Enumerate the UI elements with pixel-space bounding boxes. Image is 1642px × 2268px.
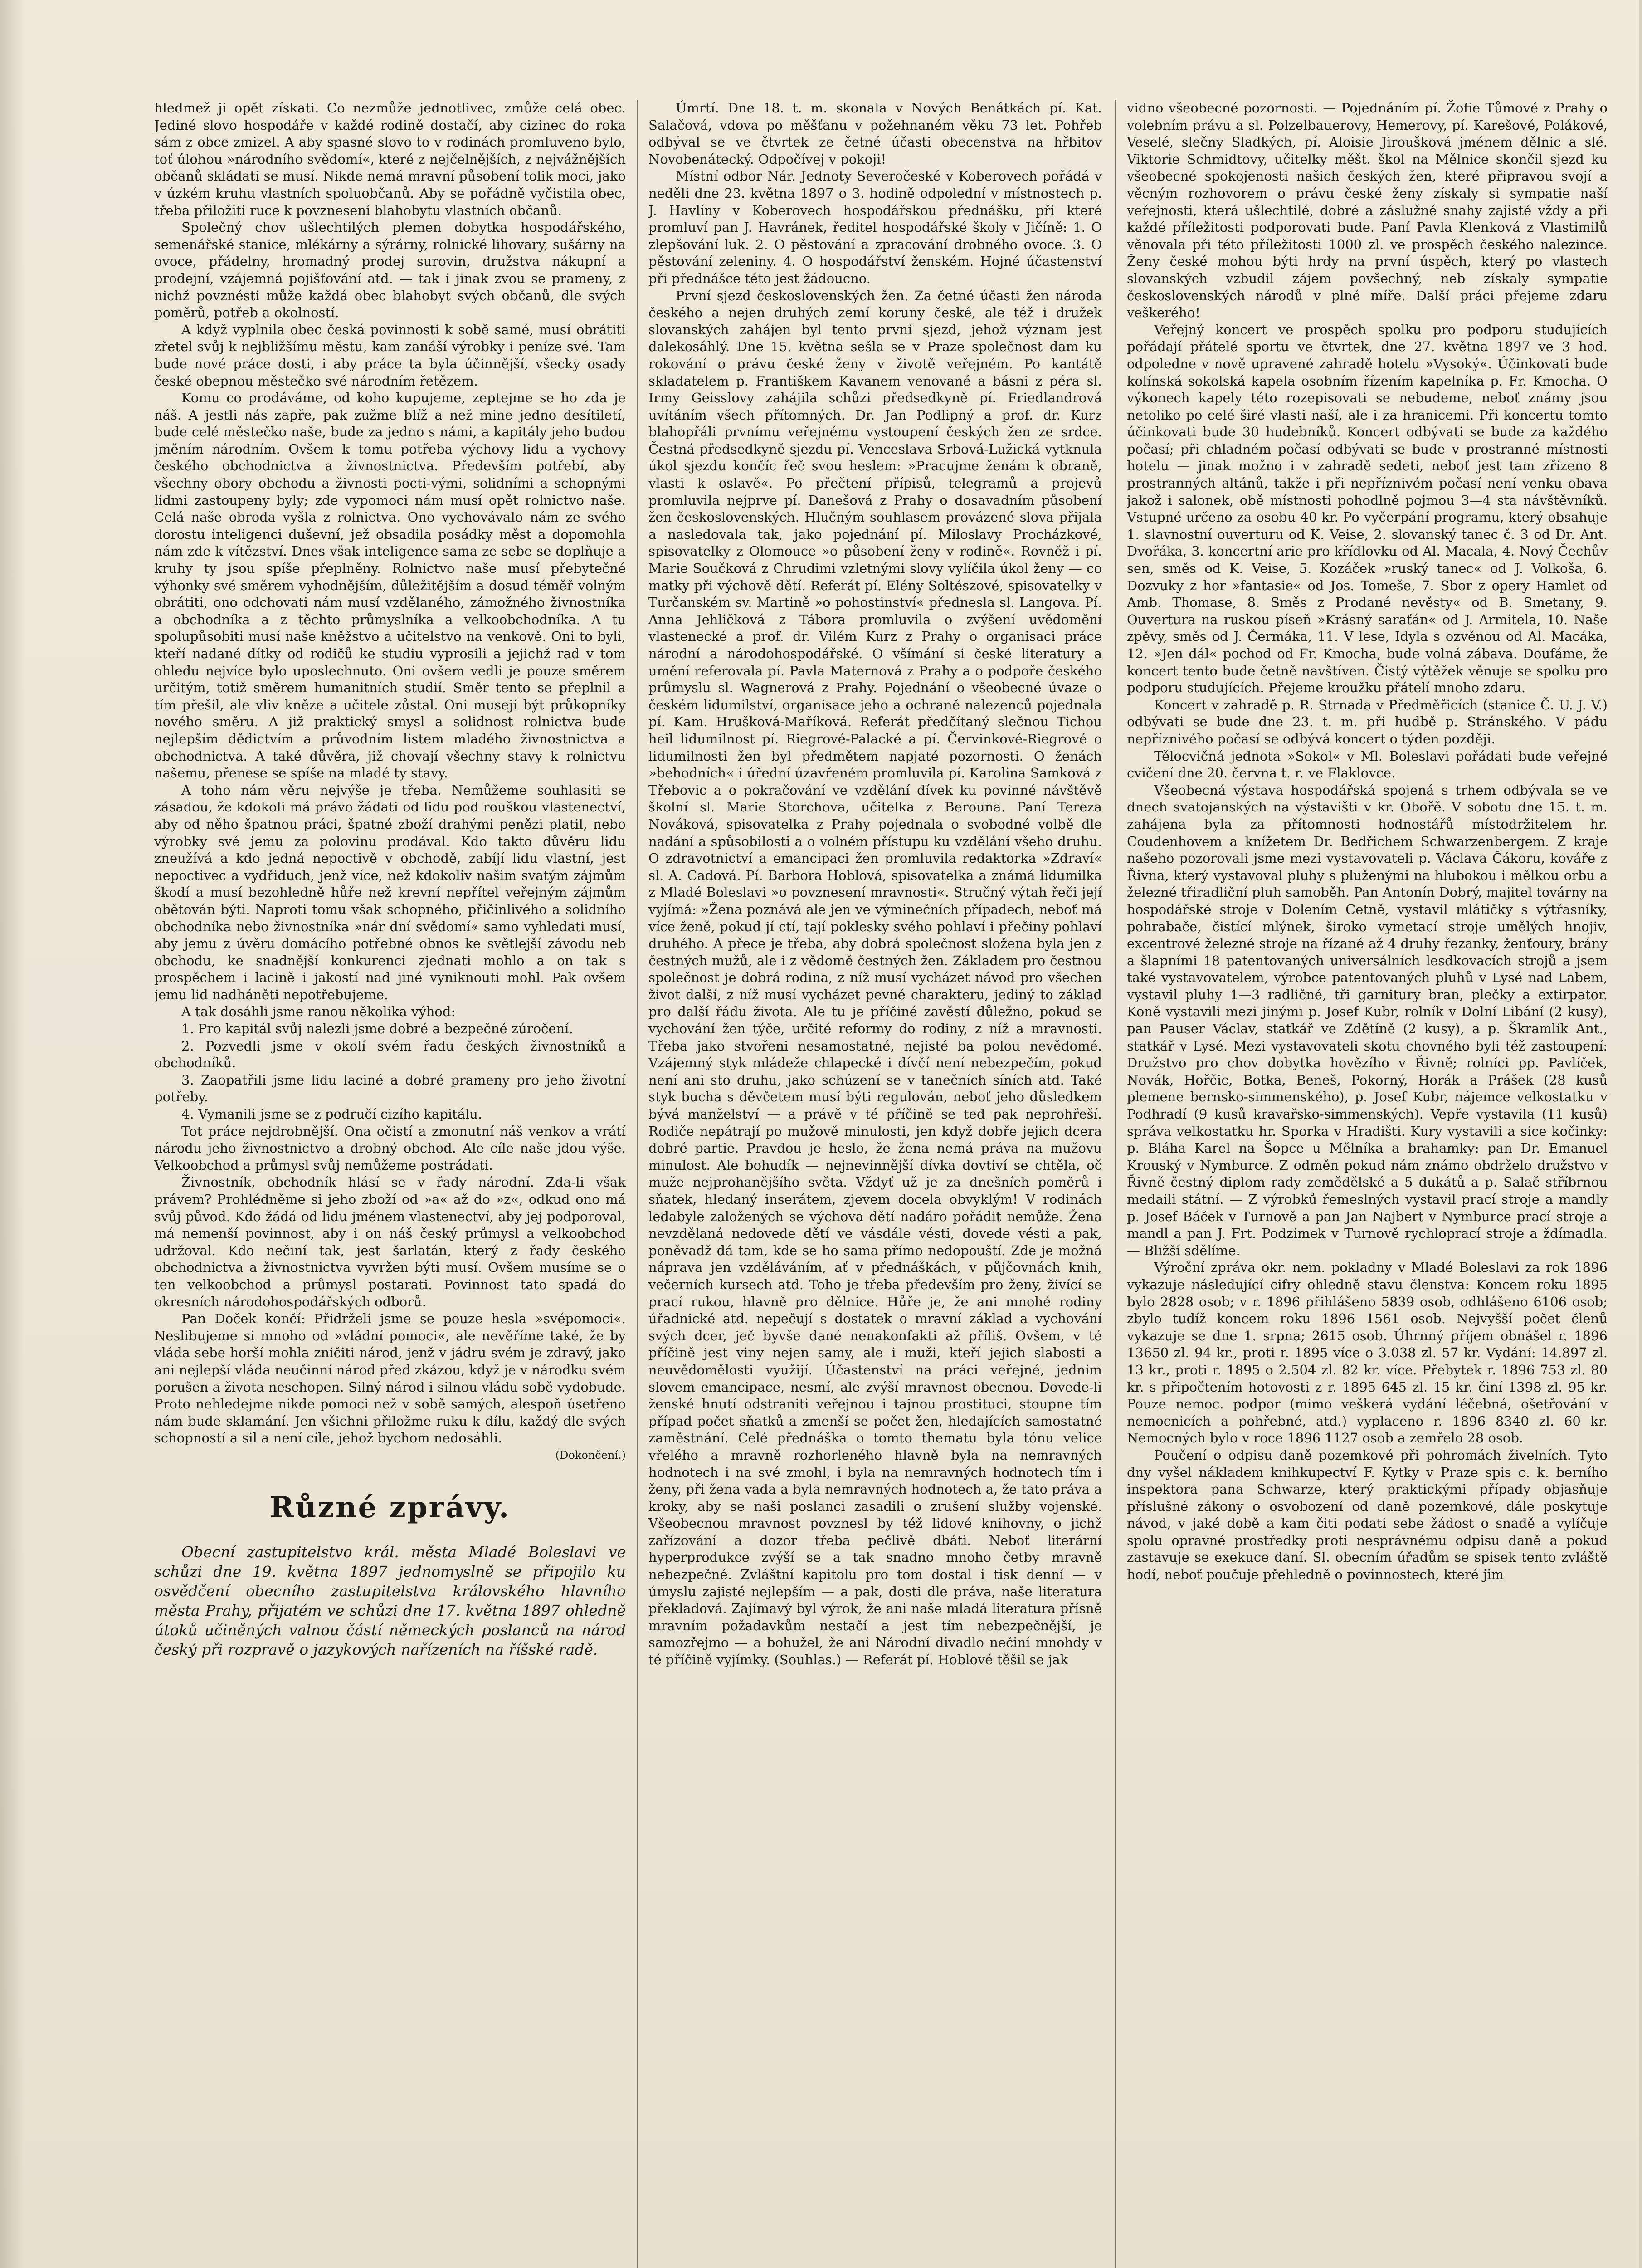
col1-paragraph: Společný chov ušlechtilých plemen dobytka hospodářského, semenářské stanice, mlékárny a sýrárny, rolnické lihovary, sušárny na ovoce, přádelny, hromadný prodej surovin, družstva nákupní a prodejní, vzájemná pojišťování atd. — tak i jinak zvou se prameny, z nichž povznésti může každá obec blahobyt svých občanů, dle svých poměrů, potřeb a okolností.: [154, 220, 626, 321]
col1-paragraph: Tot práce nejdrobnější. Ona očistí a zmonutní náš venkov a vrátí národu jeho živnostnictvo a drobný obchod. Ale cíle naše jdou výše. Velkoobchod a průmysl svůj nemůžeme postrádati.: [154, 1123, 626, 1173]
col3-paragraph: vidno všeobecné pozornosti. — Pojednáním pí. Žofie Tůmové z Prahy o volebním právu a sl. Polzelbauerovy, Hemerovy, pí. Karešové, Polákové, Veselé, slečny Sladkých, pí. Aloisie Jiroušková jménem dělnic a slé. Viktorie Schmidtovy, učitelky měšt. škol na Mělnice skončil sjezd ku všeobecné spokojenosti našich českých žen, které připravou svojí a věcným rozhovorem o právu české ženy získaly si sympatie naší veřejnosti, která ušlechtilé, dobré a záslužné snahy zajisté vždy a při každé příležitosti podporovati bude. Paní Pavla Klenková z Vlastimilů věnovala při této příležitosti 1000 zl. ve prospěch českého nalezince. Ženy české mohou býti hrdy na první úspěch, který po vlastech slovanských vzbudil zájem povšechný, neb získaly sympatie československých národů v plné míře. Další práci přejeme zdaru veškerého!: [1127, 100, 1608, 321]
col1-paragraph: A toho nám věru nejvýše je třeba. Nemůžeme souhlasiti se zásadou, že kdokoli má právo žádati od lidu pod rouškou vlastenectví, aby od něho špatnou práci, špatné zboží drahými penězi platil, nebo výrobky své jemu za polovinu prodával. Kdo takto důvěru lidu zneužívá a kdo jedná nepoctivě v obchodě, zabíjí lidu vlastní, jest nepoctivec a vydřiduch, jenž více, než kdokoliv našim svatým zájmům škodí a musí bezohledně hůře než krevní nepřítel veřejným zájmům obětován býti. Naproti tomu však schopného, přičinlivého a solidního obchodníka nebo živnostníka »nár dní svědomí« samo vyhledati musí, aby jemu z úvěru domácího potřebné obnos ke světlejší závodu neb obchodu, ke snadnější konkurenci zjednati mohlo a on tak s prospěchem i lacině i jakostí nad jiné vyniknouti mohl. Pak ovšem jemu lid nadháněti nepotřebujeme.: [154, 782, 626, 1002]
italic-paragraph: Obecní zastupitelstvo král. města Mladé Boleslavi ve schůzi dne 19. května 1897 jednomyslně se připojilo ku osvědčení obecního zastupitelstva královského hlavního města Prahy, přijatém ve schůzi dne 17. května 1897 ohledně útoků učiněných valnou částí německých poslanců na národ český při rozpravě o jazykových nařízeních na říšské radě.: [154, 1543, 626, 1658]
column-rule: [637, 100, 638, 2268]
page-edge-shadow: [0, 0, 25, 2268]
col3-paragraph: Koncert v zahradě p. R. Strnada v Předměřicích (stanice Č. U. J. V.) odbývati se bude dne 23. t. m. při hudbě p. Stránského. V pádu nepříznivého počasí se odbývá koncert o týden později.: [1127, 697, 1608, 747]
col1-paragraph: Pan Doček končí: Přidrželi jsme se pouze hesla »svépomoci«. Neslibujeme si mnoho od »vládní pomoci«, ale nevěříme také, že by vláda sebe horší mohla zničiti národ, jenž v jádru svém je zdravý, jako ani nejlepší vláda neučinní národ před zkázou, když je v národku svém porušen a života neschopen. Silný národ i silnou vládu sobě vydobude. Proto nehledejme nikde pomoci než v sobě samých, alespoň úsetřeno nám bude sklamání. Jen všichni přiložme ruku k dílu, každý dle svých schopností a sil a není cíle, jehož bychom nedosáhli.: [154, 1311, 626, 1446]
section-title: Různé zprávy.: [269, 1490, 511, 1525]
col1-paragraph: A tak dosáhli jsme ranou několika výhod:: [181, 1004, 456, 1020]
col1-paragraph: hledmež ji opět získati. Co nezmůže jednotlivec, zmůže celá obec. Jediné slovo hospodáře v každé rodině dostačí, aby cizinec do roka sám z obce zmizel. A aby spasné slovo to v rodinách promluveno bylo, toť úlohou »národního svědomí«, které z nejčelnějších, z nejvážnějších občanů skládati se musí. Nikde nemá mravní působení tolik moci, jako v úzkém kruhu vlastních spoluobčanů. Aby se pořádně vyčistila obec, třeba přiložiti ruce k povznesení blahobytu vlastních občanů.: [154, 100, 626, 218]
col3-paragraph: Poučení o odpisu daně pozemkové při pohromách živelních. Tyto dny vyšel nákladem knihkupectví F. Kytky v Praze spis c. k. berního inspektora pana Schwarze, který praktickými případy objasňuje příslušné zákony o osvobození od daně pozemkové, dále poskytuje návod, v jaké době a kam čiti podati sebe žádost o snadě a vylíčuje spolu opravné prostředky proti nesprávnému odpisu daně a pokud zastavuje se exekuce daní. Sl. obecním úřadům se spisek tento zvláště hodí, neboť poučuje přehledně o povinnostech, které jim: [1127, 1447, 1608, 1583]
col1-paragraph: Živnostník, obchodník hlásí se v řady národní. Zda-li však právem? Prohlédněme si jeho zboží od »a« až do »z«, odkud ono má svůj původ. Kdo žádá od lidu jménem vlastenectví, aby jej podporoval, má nemenší povinnost, aby i on náš český průmysl a velkoobchod udržoval. Kdo nečiní tak, jest šarlatán, který z řady českého obchodnictva a živnostnictva vyvržen býti musí. Ovšem musíme se o ten velkoobchod a průmysl postarati. Povinnost tato spadá do okresních národohospodářských odborů.: [154, 1174, 626, 1310]
col3-paragraph: Výroční zpráva okr. nem. pokladny v Mladé Boleslavi za rok 1896 vykazuje následující cifry ohledně stavu členstva: Koncem roku 1895 bylo 2828 osob; v r. 1896 přihlášeno 5839 osob, odhlášeno 6106 osob; zbylo tudíž koncem roku 1896 1561 osob. Nejvyšší počet členů vykazuje se dne 1. srpna; 2615 osob. Úhrnný příjem obnášel r. 1896 13650 zl. 94 kr., proti r. 1895 více o 3.038 zl. 57 kr. Vydání: 14.897 zl. 13 kr., proti r. 1895 o 2.504 zl. 82 kr. více. Přebytek r. 1896 753 zl. 80 kr. s připočtením hotovosti z r. 1895 645 zl. 15 kr. činí 1398 zl. 95 kr. Pouze nemoc. podpor (mimo veškerá vydání léčebná, ošetřování v nemocnicích a pohřebné, atd.) vyplaceno r. 1896 8340 zl. 60 kr. Nemocných bylo v roce 1896 1127 osob a zemřelo 28 osob.: [1127, 1260, 1608, 1446]
col1-list-item: 2. Pozvedli jsme v okolí svém řadu českých živnostníků a obchodníků.: [154, 1038, 626, 1071]
col2-paragraph: Úmrtí. Dne 18. t. m. skonala v Nových Benátkách pí. Kat. Salačová, vdova po měšťanu v požehnaném věku 73 let. Pohřeb odbýval se ve čtvrtek ze četné účasti obecenstva na hřbitov Novobenátecký. Odpočívej v pokoji!: [648, 100, 1102, 167]
col1-list-item: 3. Zaopatřili jsme lidu laciné a dobré prameny pro jeho životní potřeby.: [154, 1072, 626, 1105]
italic-announcement: [154, 1542, 626, 1659]
col1-paragraph: A když vyplnila obec česká povinnosti k sobě samé, musí obrátiti zřetel svůj k nejbližšímu městu, kam zanáší výrobky i peníze své. Tam bude nové práce dosti, i aby práce ta byla účinnější, všecky osady české obepnou městečko své národním řetězem.: [154, 322, 626, 389]
column-3: [1127, 100, 1608, 2268]
continuation-note: (Dokončení.): [555, 1448, 626, 1461]
column-2: [648, 100, 1102, 2268]
col3-paragraph: Veřejný koncert ve prospěch spolku pro podporu studujících pořádají přátelé sportu ve čtvrtek, dne 27. května 1897 ve 3 hod. odpoledne v nově upravené zahradě hotelu »Vysoký«. Účinkovati bude kolínská sokolská kapela osobním řízením kapelníka p. Fr. Kmocha. O výkonech kapely této rozepisovati se nebudeme, neboť známy jsou netoliko po celé širé vlasti naší, ale i za hranicemi. Při koncertu tomto účinkovati bude 30 hudebníků. Koncert odbývati se bude za každého počasí; při chladném počasí odbývati se bude v prostranné místnosti hotelu — jinak možno i v zahradě sedeti, neboť jest tam zřízeno 8 prostranných altánů, takže i při nepříznivém počasí není venku obava jakož i salonek, obě místnosti pohodlně pojmou 3—4 sta návštěvníků. Vstupné určeno za osobu 40 kr. Po vyčerpání programu, který obsahuje 1. slavnostní ouverturu od K. Veise, 2. slovanský tanec č. 3 od Dr. Ant. Dvořáka, 3. koncertní arie pro křídlovku od Al. Macala, 4. Nový Čechův sen, směs od K. Veise, 5. Kozáček »ruský tanec« od J. Volkoša, 6. Dozvuky z hor »fantasie« od Jos. Tomeše, 7. Sbor z opery Hamlet od Amb. Thomase, 8. Směs z Prodané nevěsty« od B. Smetany, 9. Ouvertura na ruskou píseň »Krásný saraťán« od J. Armitela, 10. Naše zpěvy, směs od J. Čermáka, 11. V lese, Idyla s ozvěnou od Al. Macáka, 12. »Jen dál« pochod od Fr. Kmocha, bude volná zábava. Doufáme, že koncert tento bude četně navštíven. Čistý výtěžek věnuje se spolku pro podporu studujících. Přejeme kroužku přátelí mnoho zdaru.: [1127, 322, 1608, 696]
column-rule: [1115, 100, 1116, 2268]
col1-paragraph: Komu co prodáváme, od koho kupujeme, zeptejme se ho zda je náš. A jestli nás zapře, pak zužme blíž a než mine jedno desítiletí, bude celé městečko naše, bude za jedno s námi, a kapitály jeho budou jměním národním. Ovšem k tomu potřeba výchovy lidu a vychovy českého obchodnictva a živnostnictva. Především potřebí, aby všechny obory obchodu a živnosti pocti-vými, solidními a schopnými lidmi zastoupeny byly; zde vypomoci nám musí opět rolnictvo naše. Celá naše obroda vyšla z rolnictva. Ono vychovávalo nám ze svého dorostu inteligenci duševní, jež obsadila posádky měst a dopomohla nám zde k vítězství. Dnes však inteligence sama ze sebe se doplňuje a kruhy ty jsou spíše přeplněny. Rolnictvo naše musí přebytečné výhonky své směrem vyhodnějším, důležitějším a dosud téměř volným obrátiti, ono odchovati nám musí vzdělaného, zámožného živnostníka a obchodníka a z těchto průmyslníka a velkoobchodníka. A tu spolupůsobiti musí naše kněžstvo a učitelstvo na venkově. Oni to byli, kteří nadané dítky od rodičů ke studiu vyprosili a jejichž rad v tom ohledu nejvíce bylo uposlechnuto. Oni ovšem vedli je pouze směrem určitým, totiž směrem humanitních studií. Směr tento se přeplnil a tím přešil, ale vliv kněze a učitele zůstal. Oni musejí být průkopníky nového směru. A již praktický smysl a solidnost rolnictva bude nejlepším dědictvím a průvodním listem mladého živnostnictva a obchodnictva. A také důvěra, již chovají všechny stavy k rolnictvu našemu, přenese se spíše na mladé ty stavy.: [154, 390, 626, 781]
col3-paragraph: Všeobecná výstava hospodářská spojená s trhem odbývala se ve dnech svatojanských na výstavišti v kr. Obořě. V sobotu dne 15. t. m. zahájena byla za přítomnosti hodnostářů místodržitelem hr. Coudenhovem a knížetem Dr. Bedřichem Schwarzenbergem. Z kraje našeho pozorovali jsme mezi vystavovateli p. Václava Čákoru, kováře z Řivna, který vystavoval pluhy s pluženými na hlubokou i mělkou orbu a železné třiradliční pluh samoběh. Pan Antonín Dobrý, majitel továrny na hospodářské stroje v Dolením Cetně, vystavil mlátičky s výtřasníky, pohrabače, čistící mlýnek, široko vymetací stroje umělých hnojiv, excentrové železné stroje na řízané až 4 druhy řezanky, ženťoury, brány a šlapními 18 patentovaných universálních lesdkovacích strojů a jsem také vystavovatelem, výrobce patentovaných pluhů v Lysé nad Labem, vystavil pluhy 1—3 radličné, tři garnitury bran, plečky a extirpator. Koně vystavili mezi jinými p. Josef Kubr, rolník v Dolní Libání (2 kusy), pan Pauser Václav, statkář ve Zdětíně (2 kusy), a p. Škramlík Ant., statkář v Lysé. Mezi vystavovateli skotu chovného byli též zastoupení: Družstvo pro chov dobytka hovězího v Řivně; rolníci pp. Pavlíček, Novák, Hořčic, Botka, Beneš, Pokorný, Horák a Prášek (28 kusů plemene bernsko-simmenského), p. Josef Kubr, nájemce velkostatku v Podhradí (9 kusů kravařsko-simmenských). Vepře vystavila (11 kusů) správa velkostatku hr. Sporka v Hradišti. Kury vystavili a sice kočinky: p. Bláha Karel na Šopce u Mělníka a brahamky: pan Dr. Emanuel Krouský v Nymburce. Z odměn pokud nám známo obdrželo družstvo v Řivně čestný diplom rady zemědělské a 5 dukátů a p. Salač stříbrnou medaili státní. — Z výrobků řemeslných vystavil prací stroje a mandly p. Josef Báček v Turnově a pan Jan Najbert v Nymburce prací stroje a mandl a pan J. Frt. Podzimek v Turnově rychloprací stroje a ždímadla. — Bližší sdělíme.: [1127, 782, 1608, 1258]
col2-paragraph: První sjezd československých žen. Za četné účasti žen národa českého a nejen druhých zemí koruny české, ale též i družek slovanských zahájen byl tento první sjezd, jehož význam jest dalekosáhlý. Dne 15. května sešla se v Praze společnost dam ku rokování o právu české ženy v životě veřejném. Po kantátě skladatelem p. Františkem Kavanem venované a básni z péra sl. Irmy Geisslovy zahájila schůzi předsedkyně pí. Friedlandrová uvítáním všech přítomných. Dr. Jan Podlipný a prof. dr. Kurz blahopřáli prvnímu veřejnému vystoupení českých žen ze srdce. Čestná předsedkyně sjezdu pí. Venceslava Srbová-Lužická vytknula úkol sjezdu končíc řeč svou heslem: »Pracujme ženám k obraně, vlasti k oslavě«. Po přečtení přípisů, telegramů a projevů promluvila nejprve pí. Danešová z Prahy o dosavadním působení žen československých. Hlučným souhlasem provázené slova přijala a nasledovala tak, jako pojednání pí. Miloslavy Procházkové, spisovatelky z Olomouce »o působení ženy v rodině«. Rovněž i pí. Marie Součková z Chrudimi vzletnými slovy vylíčila úkol ženy — co matky při výchově dětí. Referát pí. Elény Soltészové, spisovatelky v Turčanském sv. Martině »o pohostinství« přednesla sl. Langova. Pí. Anna Jehličková z Tábora promluvila o zvýšení uvědomění vlastenecké a prof. dr. Vilém Kurz z Prahy o organisaci práce národní a národohospodářské. O všímání si české literatury a umění referovala pí. Pavla Maternová z Prahy a o podpoře českého průmyslu sl. Wagnerová z Prahy. Pojednání o všeobecné úvaze o českém lidumilství, organisace jeho a ochraně nalezenců pojednala pí. Kam. Hrušková-Maříková. Referát předčítaný slečnou Tichou heil lidumilnost pí. Riegrové-Palacké a pí. Červinkové-Riegrové o lidumilnosti žen byl předmětem napjaté pozornosti. O ženách »behodních« i úřední úzavřeném promluvila pí. Karolina Samková z Třebovic a o pokračování ve vzdělání dívek ku povinné návštěvě školní sl. Marie Storchova, učitelka z Berouna. Paní Tereza Nováková, spisovatelka z Prahy pojednala o svobodné volbě dle nadání a spůsobilosti a o volném přístupu ku vzdělání všeho druhu. O zdravotnictví a emancipaci žen promluvila redaktorka »Zdraví« sl. A. Cadová. Pí. Barbora Hoblová, spisovatelka a známá lidumilka z Mladé Boleslavi »o povznesení mravnosti«. Stručný výtah řeči její vyjímá: »Žena poznává ale jen ve výminečních případech, neboť má více ženě, pokud jí ctí, tají poklesky svého pohlaví i přečiny pohlaví druhého. A přece je třeba, aby dobrá společnost složena byla jen z čestných mužů, ale i z vědomě čestných žen. Základem pro čestnou společnost je dobrá rodina, z níž musí vycházet návod pro všechen život další, z níž musí vycházet pevné charakteru, jediný to základ pro další řádu života. Ale tu je příčiné zavěstí důležno, pokud se vychování žen týče, určité reformy do rodiny, z níž a mravnosti. Třeba jako stvořeni nesamostatné, nejisté ba polou nevědomé. Vzájemný styk mládeže chlapecké i dívčí není nebezpečím, pokud není ani sto druhu, jako schúzení se v tanečních síních atd. Také styk bucha s děvčetem musí býti regulován, neboť jeho důsledkem bývá manželství — a právě v té příčině se ted pak neprohřeší. Rodiče nepátrají po mužově minulosti, jen když dobře jejich dcera dobré partie. Pravdou je heslo, že žena nemá práva na mužovu minulost. Ale bohudík — nejnevinnější dívka dovtiví se chtěla, oč muže nejprohanějšího světa. Vždyť už je za dnešních poměrů i sňatek, hledaný inserátem, zjevem docela obvyklým! V rodinách ledabyle založených se výchova dětí nadáro pořádit nemůže. Žena nevzdělaná nedovede dětí ve vásdále vésti, dovede vésti a pak, poněvadž dá tam, kde se ho sama přímo nedopouští. Zde je možná náprava jen vzděláváním, ať v přednáškách, v půjčovnách knih, večerních kursech atd. Toho je třeba především pro ženy, živící se prací rukou, hlavně pro dělnice. Hůře je, že ani mnohé rodiny úřadnické atd. nepečují s dostatek o mravní základ a vychování svých dcer, ječ byvše dané nenakonfakti až příliš. Ovšem, v té příčině jest viny nejen samy, ale i muži, kteří jejich slabosti a neuvědomělosti využijí. Účastenství na práci veřejné, jednim slovem emancipace, nesmí, ale zvýší mravnost obecnou. Dovede-li ženské hnutí odstraniti veřejnou i tajnou prostituci, stoupne tím případ počet sňatků a zmenší se počet žen, hledajících samostatné zaměstnání. Celé přednáška o tomto thematu byla tónu velice vřelého a mravně rozhorleného hlavně byla na nemravných hodnotech i na své zmohl, i byla na nemravných hodnotech tím i ženy, při žena vada a byla nemravných hodnotech a, že tato práva a kroky, aby se naši poslanci zasadili o zrušení služby vojenské. Všeobecnou mravnost povznesl by též lidové knihovny, o jichž zařízování a dozor třeba pečlivě dbáti. Neboť literární hyperprodukce zvýší se a tak snadno mnoho četby mravně nebezpečné. Zvláštní kapitolu pro tom dostal i tisk denní — v úmyslu zajisté nejlepším — a pak, dosti dle práva, naše literatura překladová. Zajímavý byl výrok, že ani naše mladá literatura přísně mravním požadavkům nestačí a jest tím nebezpečnější, je samozřejmo — a bohužel, že ani Národní divadlo nečiní mnohdy v té příčině vyjímky. (Souhlas.) — Referát pí. Hoblové těšil se jak: [648, 288, 1102, 1668]
page-right-edge: [1639, 0, 1642, 2268]
col1-list-item: 4. Vymanili jsme se z područí cizího kapitálu.: [181, 1106, 482, 1122]
col3-paragraph: Tělocvičná jednota »Sokol« v Ml. Boleslavi pořádati bude veřejné cvičení dne 20. června t. r. ve Flaklovce.: [1127, 748, 1608, 781]
column-1: [154, 100, 626, 2268]
col1-list-item: 1. Pro kapitál svůj nalezli jsme dobré a bezpečné zúročení.: [181, 1021, 573, 1037]
col2-paragraph: Místní odbor Nár. Jednoty Severočeské v Koberovech pořádá v neděli dne 23. května 1897 o 3. hodině odpolední v místnostech p. J. Havlíny v Koberovech hospodářskou přednášku, při které promluví pan J. Havránek, ředitel hospodářské školy v Jičíně: 1. O zlepšování luk. 2. O pěstování a zpracování drobného ovoce. 3. O pěstování zeleniny. 4. O hospodářství ženském. Hojné účastenství při přednášce této jest žádoucno.: [648, 168, 1102, 286]
